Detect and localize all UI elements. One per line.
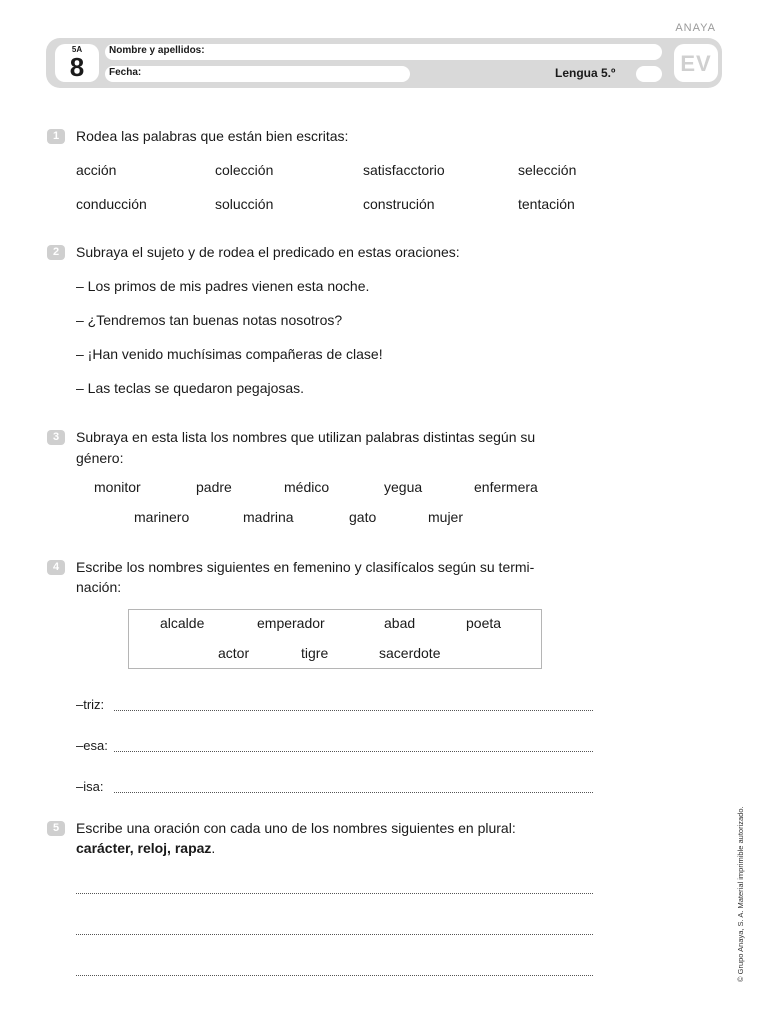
exercise-3-word: monitor xyxy=(94,479,141,495)
exercise-5-number: 5 xyxy=(47,821,65,836)
exercise-3-word: mujer xyxy=(428,509,464,525)
subject-label: Lengua 5.º xyxy=(555,66,616,80)
exercise-4-instruction-line-1: Escribe los nombres siguientes en femenino y clasifícalos según su termi- xyxy=(76,559,535,575)
grade-field[interactable] xyxy=(636,66,662,82)
exercise-4-word: alcalde xyxy=(160,615,205,631)
exercise-4-number: 4 xyxy=(47,560,65,575)
sentence-answer-line-3[interactable] xyxy=(76,975,593,976)
name-field[interactable] xyxy=(105,44,662,60)
exercise-2-sentence: – Las teclas se quedaron pegajosas. xyxy=(76,380,305,396)
exercise-1-word: selección xyxy=(518,162,577,178)
exercise-2-instruction: Subraya el sujeto y de rodea el predicado en estas oraciones: xyxy=(76,244,460,260)
exercise-3-number: 3 xyxy=(47,430,65,445)
exercise-5-words: carácter, reloj, rapaz xyxy=(76,840,212,856)
exercise-4-word: tigre xyxy=(301,645,329,661)
sheet-number: 8 xyxy=(69,52,85,82)
exercise-3-word: madrina xyxy=(243,509,294,525)
exercise-5-instruction-line-2 xyxy=(76,839,215,858)
exercise-4-instruction-line-2: nación: xyxy=(76,579,122,595)
exercise-1-word: acción xyxy=(76,162,117,178)
exercise-5-period: . xyxy=(211,840,216,856)
esa-label: –esa: xyxy=(76,738,108,753)
date-field[interactable] xyxy=(105,66,410,82)
copyright-note: © Grupo Anaya, S. A. Material imprimible autorizado. xyxy=(736,806,745,982)
sentence-answer-line-1[interactable] xyxy=(76,893,593,894)
publisher-logo: ANAYA xyxy=(675,22,716,34)
exercise-1-word: solucción xyxy=(215,196,274,212)
exercise-1-number: 1 xyxy=(47,129,65,144)
exercise-4-word: emperador xyxy=(257,615,325,631)
name-label: Nombre y apellidos: xyxy=(109,45,205,56)
exercise-3-word: marinero xyxy=(134,509,190,525)
exercise-3-word: enfermera xyxy=(474,479,538,495)
triz-label: –triz: xyxy=(76,697,105,712)
exercise-4-word: actor xyxy=(218,645,250,661)
isa-label: –isa: xyxy=(76,779,104,794)
sheet-number-box xyxy=(55,44,99,82)
exercise-3-word: médico xyxy=(284,479,330,495)
exercise-1-word: colección xyxy=(215,162,274,178)
exercise-1-word: satisfacctorio xyxy=(363,162,445,178)
exercise-2-number: 2 xyxy=(47,245,65,260)
exercise-1-word: tentación xyxy=(518,196,575,212)
exercise-2-sentence: – ¡Han venido muchísimas compañeras de clase! xyxy=(76,346,383,362)
date-label: Fecha: xyxy=(109,67,142,78)
exercise-1-instruction: Rodea las palabras que están bien escritas: xyxy=(76,128,349,144)
exercise-3-word: yegua xyxy=(384,479,423,495)
isa-answer-line[interactable] xyxy=(114,792,593,793)
exercise-2-sentence: – Los primos de mis padres vienen esta noche. xyxy=(76,278,370,294)
exercise-4-word: sacerdote xyxy=(379,645,441,661)
triz-answer-line[interactable] xyxy=(114,710,593,711)
sheet-code: 5A xyxy=(71,45,83,54)
exercise-1-word: construción xyxy=(363,196,435,212)
exercise-3-word: gato xyxy=(349,509,377,525)
exercise-3-instruction-line-2: género: xyxy=(76,450,124,466)
exercise-3-instruction-line-1: Subraya en esta lista los nombres que utilizan palabras distintas según su xyxy=(76,429,536,445)
exercise-2-sentence: – ¿Tendremos tan buenas notas nosotros? xyxy=(76,312,343,328)
sentence-answer-line-2[interactable] xyxy=(76,934,593,935)
ev-badge xyxy=(674,44,718,82)
exercise-5-instruction-line-1: Escribe una oración con cada uno de los nombres siguientes en plural: xyxy=(76,820,516,836)
exercise-4-word: poeta xyxy=(466,615,502,631)
ev-badge-text: EV xyxy=(680,51,712,76)
esa-answer-line[interactable] xyxy=(114,751,593,752)
exercise-3-word: padre xyxy=(196,479,232,495)
exercise-4-word: abad xyxy=(384,615,416,631)
exercise-1-word: conducción xyxy=(76,196,147,212)
